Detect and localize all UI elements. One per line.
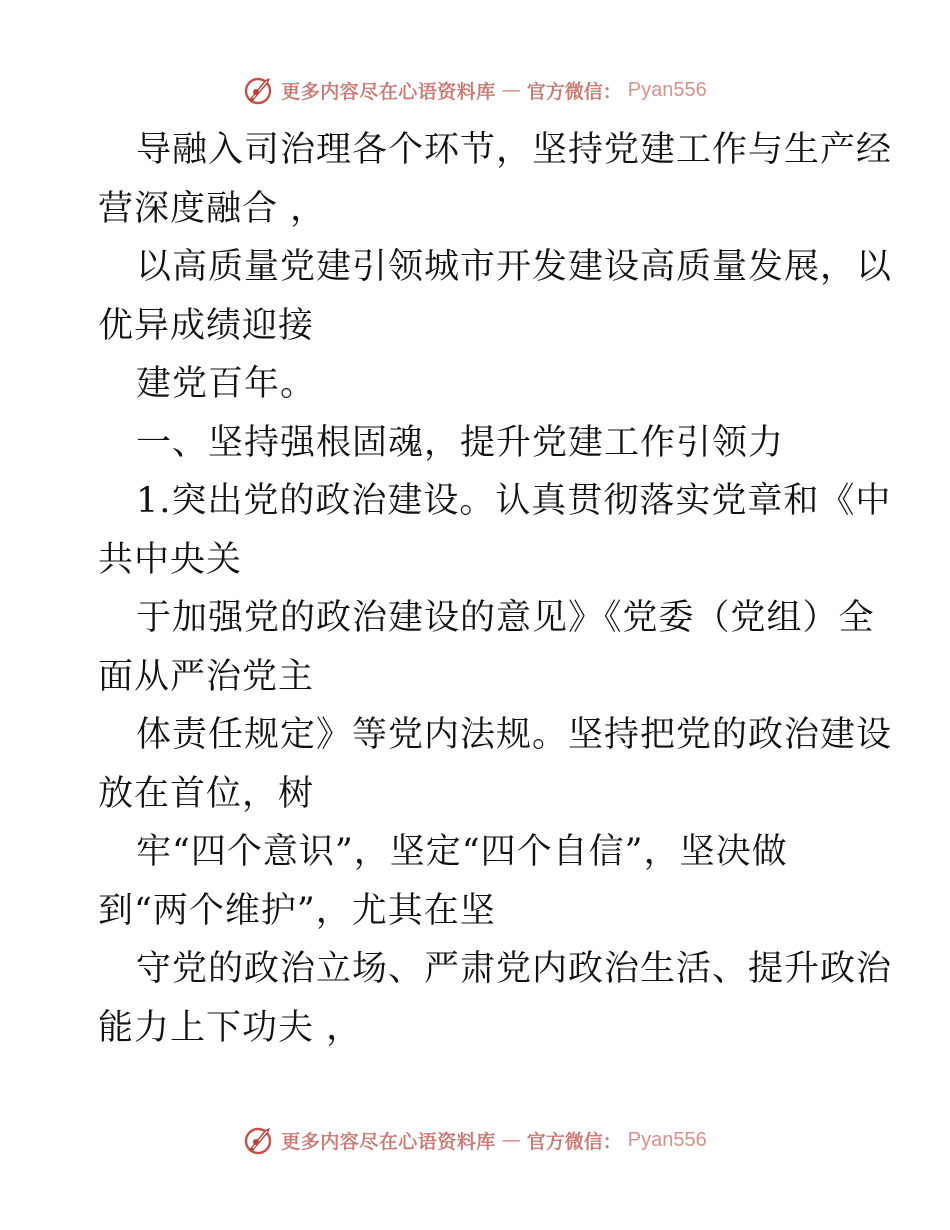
- body-line: 1.突出党的政治建设。认真贯彻落实党章和《中: [136, 481, 892, 521]
- watermark-wechat-id: Pyan556: [627, 78, 707, 101]
- body-line: 以高质量党建引领城市开发建设高质量发展，以: [136, 247, 893, 287]
- section-heading: 一、坚持强根固魂，提升党建工作引领力: [136, 422, 785, 463]
- body-line: 能力上下功夫 ，: [98, 1007, 363, 1048]
- body-line: 放在首位，树: [98, 773, 315, 814]
- footer-watermark: [0, 1122, 950, 1158]
- body-line: 优异成绩迎接: [98, 305, 315, 346]
- body-line: 营深度融合 ，: [98, 188, 327, 229]
- watermark-wechat-id: Pyan556: [627, 1128, 707, 1151]
- watermark-separator: —: [501, 79, 521, 101]
- document-body: [98, 121, 893, 1057]
- header-watermark: [0, 72, 950, 108]
- body-line: 体责任规定》等党内法规。坚持把党的政治建设: [136, 715, 893, 755]
- body-line: 守党的政治立场、严肃党内政治生活、提升政治: [136, 949, 893, 989]
- body-line: 面从严治党主: [98, 656, 315, 697]
- body-line: 到“两个维护”，尤其在坚: [98, 890, 496, 931]
- quill-logo-icon: [243, 1124, 275, 1156]
- watermark-title: 更多内容尽在心语资料库: [281, 80, 496, 103]
- body-line: 导融入司治理各个环节，坚持党建工作与生产经: [136, 130, 893, 170]
- watermark-separator: —: [501, 1129, 521, 1151]
- watermark-official-label: 官方微信：: [526, 1130, 622, 1153]
- quill-logo-icon: [243, 74, 275, 106]
- watermark-title: 更多内容尽在心语资料库: [281, 1130, 496, 1153]
- watermark-official-label: 官方微信：: [526, 80, 622, 103]
- body-line: 于加强党的政治建设的意见》《党委（党组）全: [136, 598, 875, 638]
- body-line: 牢“四个意识”，坚定“四个自信”，坚决做: [136, 832, 788, 872]
- body-line: 建党百年。: [136, 364, 317, 404]
- body-line: 共中央关: [98, 539, 243, 580]
